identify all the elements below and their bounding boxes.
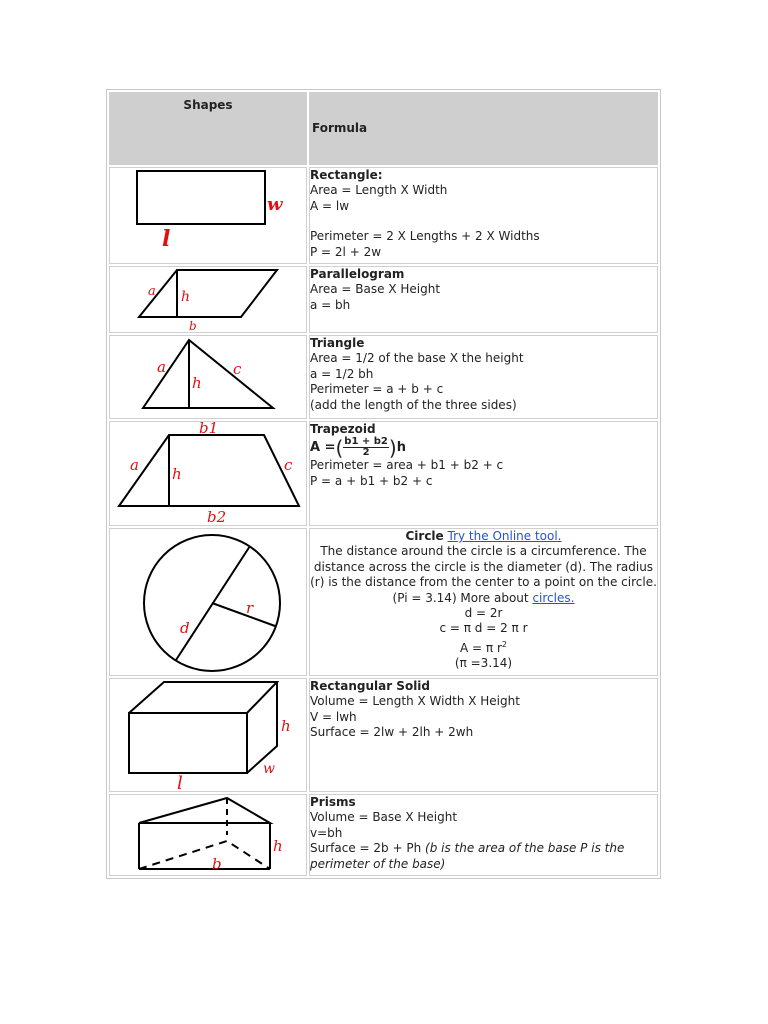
label-h: h <box>181 289 191 305</box>
label-l: l <box>177 773 183 791</box>
rectangle-shape <box>137 171 265 224</box>
prism-hidden-base <box>139 841 270 869</box>
triangle-line-4: (add the length of the three sides) <box>310 397 517 412</box>
rect-solid-figure-cell <box>109 678 307 792</box>
rect-solid-line-3: Surface = 2lw + 2lh + 2wh <box>310 725 474 740</box>
rectangle-formula <box>309 167 658 264</box>
parallelogram-shape <box>139 270 277 317</box>
circle-description <box>310 544 657 606</box>
formula-prefix: A = <box>310 440 336 456</box>
prisms-formula <box>309 794 658 876</box>
label-h: h <box>172 465 182 483</box>
solid-top-face <box>129 682 277 713</box>
parallelogram-line-2: a = bh <box>310 297 351 312</box>
rect-solid-diagram <box>110 679 306 791</box>
triangle-figure-cell <box>109 335 307 419</box>
label-r: r <box>246 599 254 617</box>
label-b2: b2 <box>207 508 227 525</box>
header-formula: Formula <box>309 92 658 165</box>
prisms-row <box>109 794 658 876</box>
prisms-surface-note: (b is the area of the base P is the perimeter of the base) <box>310 841 625 871</box>
prisms-line-2: v=bh <box>310 825 343 840</box>
fraction-denominator: 2 <box>362 447 370 459</box>
trapezoid-line-2: P = a + b1 + b2 + c <box>310 473 433 488</box>
circle-f1: d = 2r <box>464 606 503 621</box>
label-a: a <box>148 284 156 299</box>
label-c: c <box>233 360 242 378</box>
trapezoid-diagram <box>110 422 306 525</box>
rect-solid-title: Rectangular Solid <box>310 679 431 693</box>
prisms-diagram <box>110 795 306 875</box>
label-b: b <box>189 319 197 332</box>
circle-description-text: The distance around the circle is a circumference. The distance across the circle is the diameter (d). The radius (r) is the distance from the center to a point on the circle. (Pi = 3.14) More about <box>310 544 657 605</box>
circle-diagram <box>110 529 306 675</box>
prisms-title: Prisms <box>310 795 356 809</box>
circle-row <box>109 528 658 676</box>
trapezoid-figure-cell <box>109 421 307 526</box>
circle-f3 <box>310 637 657 656</box>
prisms-figure-cell <box>109 794 307 876</box>
triangle-line-1: Area = 1/2 of the base X the height <box>310 351 524 366</box>
trapezoid-title: Trapezoid <box>310 422 376 436</box>
label-h: h <box>273 837 283 855</box>
triangle-diagram <box>110 336 306 418</box>
header-row <box>109 92 658 165</box>
header-shapes: Shapes <box>109 92 307 165</box>
circle-title: Circle <box>405 529 444 543</box>
label-b1: b1 <box>199 422 219 437</box>
prisms-line-1: Volume = Base X Height <box>310 810 458 825</box>
trapezoid-shape <box>119 435 299 506</box>
label-d: d <box>180 619 190 637</box>
label-w: w <box>267 194 283 215</box>
label-a: a <box>157 358 166 376</box>
rect-solid-line-1: Volume = Length X Width X Height <box>310 694 520 709</box>
rectangle-row <box>109 167 658 264</box>
circle-f3-sup: 2 <box>501 639 507 649</box>
formula-suffix: h <box>396 440 406 456</box>
circle-f3-base: A = π r <box>460 640 502 655</box>
parallelogram-row <box>109 266 658 333</box>
shapes-formula-table <box>106 89 661 879</box>
label-h: h <box>192 374 202 392</box>
parallelogram-figure-cell <box>109 266 307 333</box>
fraction-numerator: b1 + b2 <box>344 436 388 448</box>
trapezoid-line-1: Perimeter = area + b1 + b2 + c <box>310 458 504 473</box>
rectangle-title: Rectangle: <box>310 168 383 182</box>
online-tool-link[interactable]: Try the Online tool. <box>447 529 562 543</box>
trapezoid-area-formula <box>310 437 406 458</box>
label-w: w <box>263 761 275 777</box>
triangle-line-2: a = 1/2 bh <box>310 366 374 381</box>
circle-f4: (π =3.14) <box>454 656 513 671</box>
fraction <box>343 437 389 458</box>
rectangle-line-4: Perimeter = 2 X Lengths + 2 X Widths <box>310 229 540 244</box>
circle-f2: c = π d = 2 π r <box>439 621 528 636</box>
label-h: h <box>281 717 291 735</box>
left-paren: ( <box>335 435 344 460</box>
triangle-formula <box>309 335 658 419</box>
rect-solid-line-2: V = lwh <box>310 709 357 724</box>
triangle-line-3: Perimeter = a + b + c <box>310 382 444 397</box>
prism-top-triangle <box>139 798 270 823</box>
rectangle-line-5: P = 2l + 2w <box>310 244 382 259</box>
solid-side-face <box>247 682 277 773</box>
rect-solid-row <box>109 678 658 792</box>
rectangle-spacer <box>310 214 657 229</box>
solid-front-face <box>129 713 247 773</box>
parallelogram-line-1: Area = Base X Height <box>310 282 441 297</box>
rect-solid-formula <box>309 678 658 792</box>
parallelogram-formula <box>309 266 658 333</box>
rectangle-figure-cell <box>109 167 307 264</box>
circle-heading <box>310 529 657 544</box>
trapezoid-row <box>109 421 658 526</box>
parallelogram-title: Parallelogram <box>310 267 405 281</box>
parallelogram-diagram <box>110 267 306 332</box>
prisms-surface-formula: Surface = 2b + Ph <box>310 841 422 856</box>
rectangle-line-1: Area = Length X Width <box>310 183 448 198</box>
label-l: l <box>162 226 171 252</box>
rectangle-diagram <box>110 168 306 263</box>
label-b: b <box>212 855 222 873</box>
prisms-surface <box>310 841 657 872</box>
triangle-title: Triangle <box>310 336 365 350</box>
right-paren: ) <box>388 435 397 460</box>
circle-formula <box>309 528 658 676</box>
circle-radius-line <box>212 603 275 626</box>
label-c: c <box>284 456 293 474</box>
label-a: a <box>130 456 139 474</box>
trapezoid-formula <box>309 421 658 526</box>
triangle-row <box>109 335 658 419</box>
rectangle-line-2: A = lw <box>310 198 350 213</box>
circle-figure-cell <box>109 528 307 676</box>
circles-link[interactable]: circles. <box>532 590 575 605</box>
